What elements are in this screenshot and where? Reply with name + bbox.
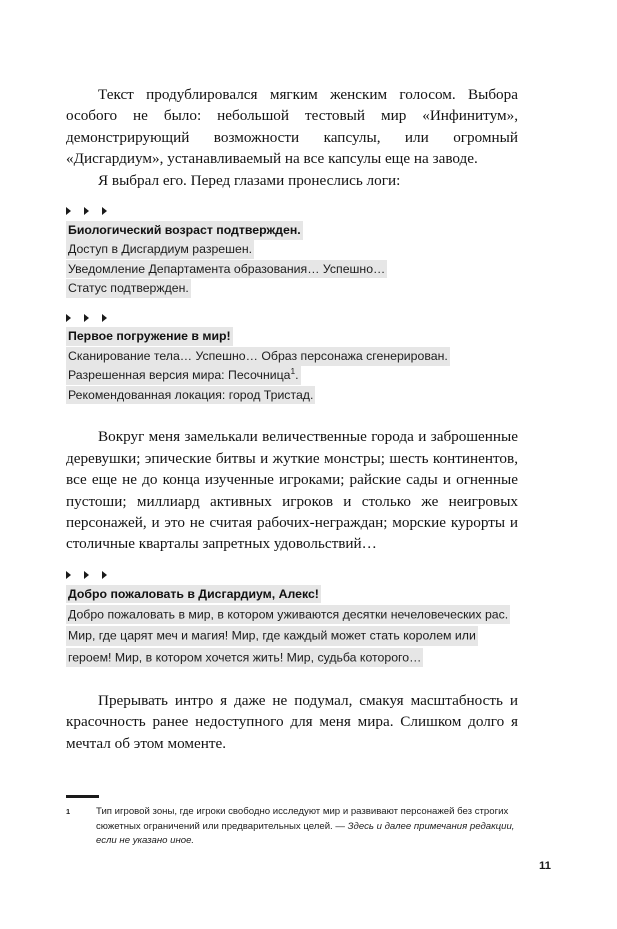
log-line-text: Разрешенная версия мира: Песочница [68, 368, 291, 383]
log-line-list [66, 328, 518, 406]
log-block-2 [66, 311, 518, 406]
chevron-right-icon [102, 314, 107, 322]
chevron-right-icon [84, 207, 89, 215]
log-line-text-tail: . [295, 368, 299, 383]
chevron-right-icon [84, 314, 89, 322]
log-line: Биологический возраст подтвержден. [66, 221, 518, 240]
footnote-text: Тип игровой зоны, где игроки свободно исследуют мир и развивают персонажей без строгих сюжетных ограничений или предварительных целей. — [96, 806, 509, 832]
body-paragraph-3: Вокруг меня замелькали величественные города и заброшенные деревушки; эпические битвы и жуткие монстры; шесть континентов, все еще не до конца изученные игроками; райские сады и огненные пустоши; миллиард активных игроков и столько же неигровых персонажей, и это не считая рабочих-неграждан; морские курорты и столичные кварталы запретных удовольствий… [66, 428, 518, 553]
body-paragraph-2: Я выбрал его. Перед глазами пронеслись логи: [98, 171, 401, 189]
chevron-right-icon [66, 571, 71, 579]
chevron-separator-icon [66, 204, 518, 217]
chevron-right-icon [102, 207, 107, 215]
log-line: Сканирование тела… Успешно… Образ персонажа сгенерирован. [66, 347, 518, 366]
log-line: Доступ в Дисгардиум разрешен. [66, 240, 518, 259]
log-line-list [66, 221, 518, 299]
footnote-number: 1 [66, 807, 71, 817]
log-line: Статус подтвержден. [66, 279, 518, 298]
chevron-separator-icon [66, 568, 518, 581]
footnote-text-italic: Здесь и далее примечания редакции, если не указано иное. [96, 820, 515, 846]
log-line: Первое погружение в мир! [66, 328, 518, 347]
log-block-3 [66, 568, 518, 669]
chevron-separator-icon [66, 311, 518, 324]
chevron-right-icon [66, 314, 71, 322]
page-number: 11 [538, 860, 551, 872]
chevron-right-icon [84, 571, 89, 579]
log-line: Добро пожаловать в Дисгардиум, Алекс! [66, 585, 518, 604]
footnote [66, 805, 521, 848]
footnote-area [66, 795, 521, 848]
body-paragraph-4: Прерывать интро я даже не подумал, смакуя масштабность и красочность ранее недоступного для меня мира. Слишком долго я мечтал об этом моменте. [66, 691, 518, 752]
chevron-right-icon [66, 207, 71, 215]
log-line-with-footnote [66, 366, 518, 385]
log-line-list [66, 585, 518, 669]
log-line-wrapped: Добро пожаловать в мир, в котором уживаются десятки нечеловеческих рас. Мир, где царят меч и магия! Мир, где каждый может стать королем или героем! Мир, в котором хочется жить! Мир, судьба которого… [66, 604, 518, 669]
log-line: Уведомление Департамента образования… Успешно… [66, 260, 518, 279]
footnote-reference: 1 [290, 366, 296, 377]
chevron-right-icon [102, 571, 107, 579]
log-line: Рекомендованная локация: город Тристад. [66, 386, 518, 405]
log-block-1 [66, 204, 518, 299]
page-content [66, 84, 518, 754]
body-paragraph-1: Текст продублировался мягким женским голосом. Выбора особого не было: небольшой тестовый мир «Инфинитум», демонстрирующий возможности капсулы, или огромный «Дисгардиум», устанавливаемый на все капсулы еще на заводе. [66, 86, 518, 168]
footnote-separator-rule [66, 795, 99, 798]
